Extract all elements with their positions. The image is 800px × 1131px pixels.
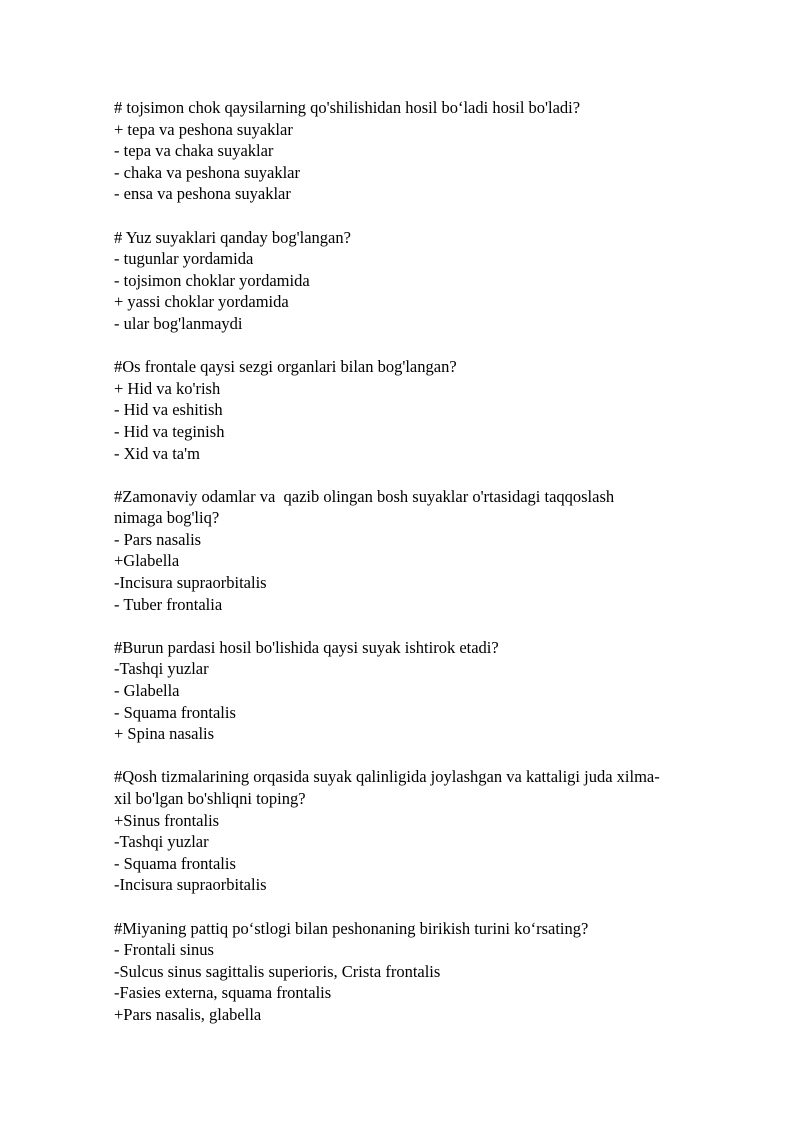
answer-option: -Sulcus sinus sagittalis superioris, Crista frontalis [114, 961, 441, 981]
answer-option: - ular bog'lanmaydi [114, 313, 243, 333]
question-text: #Zamonaviy odamlar va qazib olingan bosh suyaklar o'rtasidagi taqqoslash [114, 486, 615, 506]
answer-option: -Incisura supraorbitalis [114, 573, 267, 593]
answer-option: - tugunlar yordamida [114, 249, 254, 269]
answer-option: +Pars nasalis, glabella [114, 1004, 262, 1024]
question-block [114, 486, 744, 616]
answer-option: - Glabella [114, 681, 180, 701]
answer-option: -Fasies externa, squama frontalis [114, 983, 332, 1003]
answer-option: + yassi choklar yordamida [114, 292, 289, 312]
answer-option: +Glabella [114, 551, 180, 571]
answer-option: - tepa va chaka suyaklar [114, 141, 274, 161]
question-text-continued: nimaga bog'liq? [114, 508, 220, 528]
answer-option: -Tashqi yuzlar [114, 659, 209, 679]
question-block [114, 637, 744, 745]
answer-option: + Hid va ko'rish [114, 378, 221, 398]
question-text-continued: xil bo'lgan bo'shliqni toping? [114, 789, 306, 808]
question-text: #Os frontale qaysi sezgi organlari bilan bog'langan? [114, 357, 457, 377]
question-block [114, 356, 744, 464]
question-text: # Yuz suyaklari qanday bog'langan? [114, 227, 351, 247]
answer-option: - Frontali sinus [114, 940, 214, 960]
question-block [114, 97, 744, 205]
answer-option: - Hid va eshitish [114, 400, 223, 420]
answer-option: - tojsimon choklar yordamida [114, 270, 310, 290]
question-block [114, 918, 744, 1026]
answer-option: + tepa va peshona suyaklar [114, 119, 293, 139]
answer-option: - ensa va peshona suyaklar [114, 184, 291, 204]
question-text: #Qosh tizmalarining orqasida suyak qalinligida joylashgan va kattaligi juda xilma- [114, 767, 660, 787]
answer-option: + Spina nasalis [114, 724, 215, 744]
question-block [114, 766, 744, 896]
answer-option: - Xid va ta'm [114, 443, 200, 463]
answer-option: +Sinus frontalis [114, 810, 220, 830]
answer-option: - Pars nasalis [114, 529, 202, 549]
answer-option: -Tashqi yuzlar [114, 832, 209, 852]
question-text: # tojsimon chok qaysilarning qo'shilishidan hosil bo‘ladi hosil bo'ladi? [114, 98, 581, 117]
question-text: #Burun pardasi hosil bo'lishida qaysi suyak ishtirok etadi? [114, 637, 499, 657]
answer-option: - Squama frontalis [114, 702, 236, 722]
answer-option: - Squama frontalis [114, 853, 236, 873]
answer-option: - Tuber frontalia [114, 594, 223, 614]
answer-option: -Incisura supraorbitalis [114, 875, 267, 895]
question-list [114, 97, 744, 1047]
answer-option: - chaka va peshona suyaklar [114, 162, 301, 182]
answer-option: - Hid va teginish [114, 421, 225, 441]
question-text: #Miyaning pattiq po‘stlogi bilan peshonaning birikish turini ko‘rsating? [114, 918, 589, 938]
question-block [114, 227, 744, 335]
